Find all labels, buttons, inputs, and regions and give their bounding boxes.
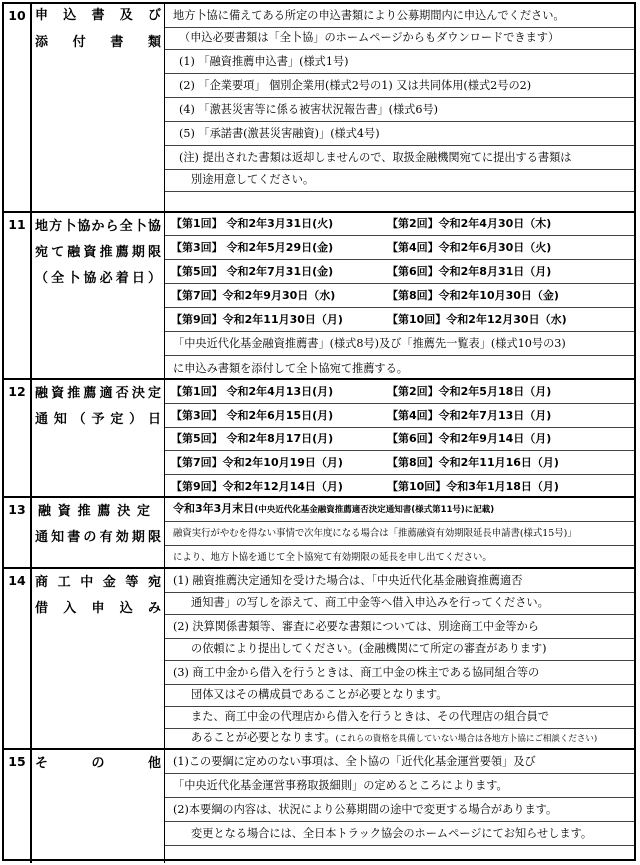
section-number: 13 xyxy=(4,498,32,567)
schedule-row: 【第7回】令和2年10月19日（月) 【第8回】令和2年11月16日（月) xyxy=(165,451,634,475)
text-row: (2)本要綱の内容は、状況により公募期間の途中で変更する場合があります。 xyxy=(165,798,634,822)
text-row: の依頼により提出してください。(金融機関にて所定の審査があります) xyxy=(165,639,634,661)
heading-line: 通 知 （ 予 定 ） 日 xyxy=(35,412,161,427)
schedule-row: 【第1回】 令和2年3月31日(火) 【第2回】令和2年4月30日（木) xyxy=(165,213,634,236)
text-row: （申込必要書類は「全卜協」のホームページからもダウンロードできます） xyxy=(165,28,634,50)
schedule-row: 【第1回】 令和2年4月13日(月) 【第2回】令和2年5月18日（月) xyxy=(165,380,634,404)
text-row: (4) 「激甚災害等に係る被害状況報告書」(様式6号) xyxy=(165,98,634,122)
section-body xyxy=(165,750,634,863)
section-body xyxy=(165,569,634,748)
section-number: 15 xyxy=(4,750,32,863)
eligibility-note: (これらの資格を具備していない場合は各地方卜協にご相談ください) xyxy=(335,734,598,744)
text-row: 融資実行がやむを得ない事情で次年度になる場合は「推薦融資有効期限延長申請書(様式15号)」 xyxy=(165,522,634,546)
heading-line: 地 方 卜 協 か ら 全 卜 協 xyxy=(35,219,161,234)
heading-line: 商 工 中 金 等 宛 xyxy=(35,575,161,590)
text-row: また、商工中金の代理店から借入を行うときは、その代理店の組合員で xyxy=(165,707,634,729)
text-row: (2) 「企業要項」 個別企業用(様式2号の1) 又は共同体用(様式2号の2) xyxy=(165,74,634,98)
validity-deadline: 令和3年3月末日 xyxy=(173,502,255,515)
schedule-row: 【第9回】令和2年12月14日（月) 【第10回】令和3年1月18日（月) xyxy=(171,480,559,493)
section-body xyxy=(165,498,634,567)
section-heading xyxy=(32,213,165,378)
text-row: 「中央近代化基金運営事務取扱細則」の定めるところによります。 xyxy=(165,774,634,798)
schedule-row: 【第5回】 令和2年8月17日(月) 【第6回】令和2年9月14日（月) xyxy=(165,428,634,451)
text-row: 地方卜協に備えてある所定の申込書類により公募期間内に申込んでください。 xyxy=(165,4,634,28)
section-13 xyxy=(4,496,634,567)
section-body xyxy=(165,213,634,378)
blank-row xyxy=(165,192,634,211)
text-row: (注) 提出された書類は返却しませんので、取扱金融機関宛てに提出する書類は xyxy=(165,146,634,170)
text-row xyxy=(165,498,634,522)
schedule-row: 【第9回】令和2年11月30日（月) 【第10回】令和2年12月30日（水) xyxy=(165,308,634,332)
text-row: 団体又はその構成員であることが必要となります。 xyxy=(165,685,634,707)
section-10 xyxy=(4,4,634,211)
section-heading xyxy=(32,498,165,567)
text-row: (1) 融資推薦決定通知を受けた場合は、「中央近代化基金融資推薦適否 xyxy=(165,569,634,593)
schedule-row: 【第3回】 令和2年6月15日(月) 【第4回】令和2年7月13日（月) xyxy=(165,404,634,428)
section-number: 14 xyxy=(4,569,32,748)
text-row: 別途用意してください。 xyxy=(165,170,634,192)
text-row: 通知書」の写しを添えて、商工中金等へ借入申込みを行ってください。 xyxy=(165,593,634,615)
validity-note: (中央近代化基金融資推薦適否決定通知書(様式第11号)に記載) xyxy=(254,505,495,515)
text-row: (2) 決算関係書類等、審査に必要な書類については、別途商工中金等から xyxy=(165,615,634,639)
section-11 xyxy=(4,211,634,378)
text-row: (1) 「融資推薦申込書」(様式1号) xyxy=(165,50,634,74)
text-row: あることが必要となります。(これらの資格を具備していない場合は各地方卜協にご相談ください) xyxy=(191,731,598,744)
text-row: 「中央近代化基金融資推薦書」(様式8号)及び「推薦先一覧表」(様式10号の3) xyxy=(165,332,634,356)
section-number: 12 xyxy=(4,380,32,496)
section-heading xyxy=(32,569,165,748)
schedule-row: 【第5回】 令和2年7月31日(金) 【第6回】令和2年8月31日（月) xyxy=(165,260,634,284)
heading-line: 借 入 申 込 み xyxy=(35,601,161,616)
text-row: により、地方卜協を通じて全卜協宛て有効期限の延長を申し出てください。 xyxy=(173,552,492,563)
section-body xyxy=(165,380,634,496)
section-body xyxy=(165,4,634,211)
heading-line: 申 込 書 及 び xyxy=(35,8,161,23)
heading-line: 添 付 書 類 xyxy=(35,35,161,50)
text-row: (5) 「承諾書(激甚災害融資)」(様式4号) xyxy=(165,122,634,146)
text-row: (1)この要綱に定めのない事項は、全卜協の「近代化基金運営要領」及び xyxy=(165,750,634,774)
section-heading xyxy=(32,4,165,211)
document-table xyxy=(2,2,636,861)
text-row: に申込み書類を添付して全卜協宛て推薦する。 xyxy=(173,362,408,375)
text-row: 変更となる場合には、全日本トラック協会のホームページにてお知らせします。 xyxy=(165,822,634,846)
schedule-row: 【第7回】令和2年9月30日（水) 【第8回】令和2年10月30日（金) xyxy=(165,284,634,308)
schedule-row: 【第3回】 令和2年5月29日(金) 【第4回】令和2年6月30日（火) xyxy=(165,236,634,260)
heading-line: 融 資 推 薦 決 定 xyxy=(38,504,150,519)
section-14 xyxy=(4,567,634,748)
section-heading xyxy=(32,750,165,863)
blank-row xyxy=(165,846,634,865)
heading-line: 融 資 推 薦 適 否 決 定 xyxy=(35,386,161,401)
section-number: 11 xyxy=(4,213,32,378)
section-15 xyxy=(4,748,634,863)
heading-line: 通 知 書 の 有 効 期 限 xyxy=(35,530,161,545)
text-row: (3) 商工中金から借入を行うときは、商工中金の株主である協同組合等の xyxy=(165,661,634,685)
section-number: 10 xyxy=(4,4,32,211)
section-heading xyxy=(32,380,165,496)
heading-line: （ 全 卜 協 必 着 日 ） xyxy=(35,271,161,286)
heading-line: そ の 他 xyxy=(35,756,161,771)
heading-line: 宛 て 融 資 推 薦 期 限 xyxy=(35,245,161,260)
section-12 xyxy=(4,378,634,496)
